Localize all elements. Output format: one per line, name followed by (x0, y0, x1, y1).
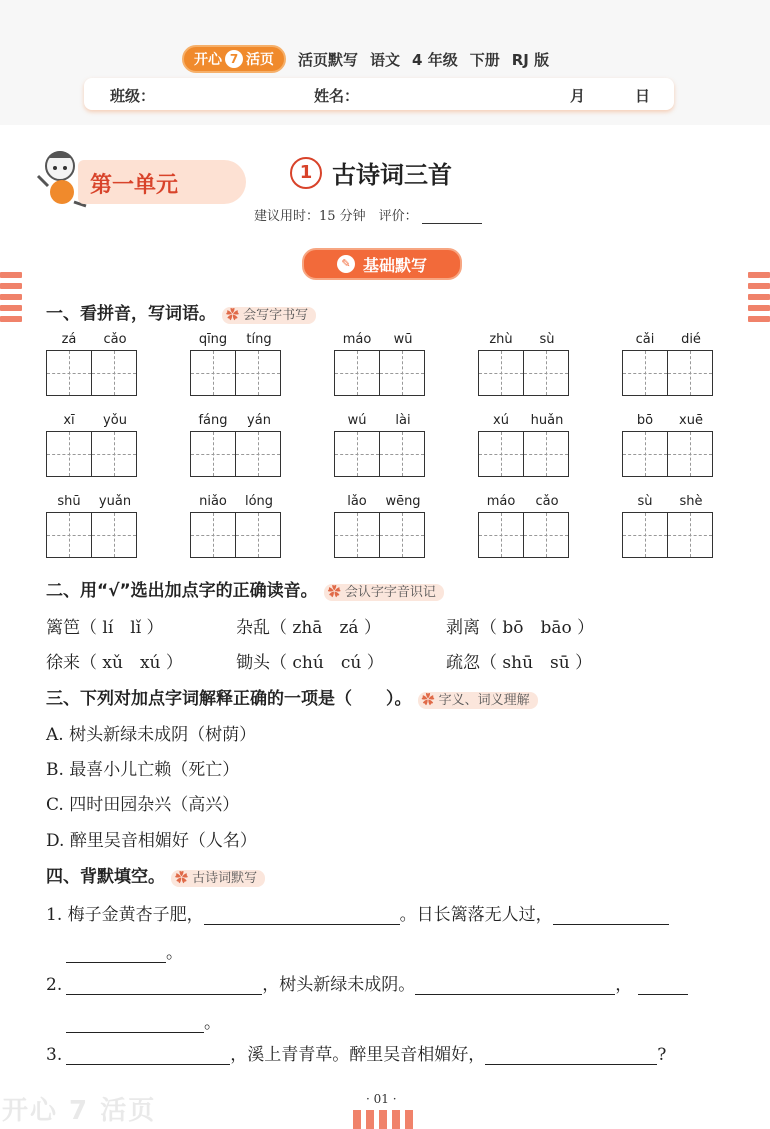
pinyin-label (478, 332, 570, 350)
lesson-title-row (290, 155, 452, 190)
pinyin-label (334, 332, 426, 350)
pinyin-word (46, 494, 138, 558)
writing-box[interactable] (478, 350, 524, 396)
pinyin-word (622, 494, 714, 558)
writing-box[interactable] (478, 512, 524, 558)
writing-box[interactable] (235, 431, 281, 477)
pinyin-syllable: yǒu (103, 413, 127, 428)
class-label: 班级： (110, 87, 156, 105)
writing-box[interactable] (334, 350, 380, 396)
pinyin-syllable: dié (681, 332, 701, 347)
pencil-icon: ✎ (337, 255, 355, 273)
fill-blank[interactable] (415, 976, 615, 995)
question-4-title (46, 862, 265, 887)
unit-badge (30, 150, 220, 208)
reading-item[interactable]: 剥离（ bō bāo ） (446, 618, 595, 638)
fill-text: 。 (204, 1013, 221, 1033)
writing-boxes (190, 350, 282, 396)
writing-boxes (478, 512, 570, 558)
pinyin-syllable: shū (57, 494, 81, 509)
pinyin-syllable: cǎi (635, 332, 655, 347)
pinyin-word (46, 332, 138, 396)
writing-boxes (190, 431, 282, 477)
writing-boxes (622, 512, 714, 558)
pinyin-label (622, 494, 714, 512)
writing-box[interactable] (235, 512, 281, 558)
pinyin-word (190, 494, 282, 558)
writing-box[interactable] (667, 350, 713, 396)
section-tag-label: 基础默写 (362, 255, 427, 275)
fill-line-2b (66, 1008, 221, 1033)
writing-box[interactable] (46, 512, 92, 558)
question-1-hint: ✿ 会写字书写 (222, 307, 316, 324)
question-1-text: 一、看拼音，写词语。 (46, 304, 216, 324)
pinyin-syllable: wú (347, 413, 367, 428)
fill-text: ，树头新绿未成阴。 (262, 975, 416, 995)
reading-item[interactable]: 徐来（ xǔ xú ） (46, 653, 183, 673)
right-edge-bars (748, 272, 770, 327)
writing-box[interactable] (523, 431, 569, 477)
pinyin-syllable: yán (247, 413, 271, 428)
pinyin-word (478, 494, 570, 558)
writing-box[interactable] (190, 512, 236, 558)
lesson-title: 古诗词三首 (332, 161, 452, 189)
writing-box[interactable] (622, 431, 668, 477)
pinyin-word (622, 332, 714, 396)
pinyin-syllable: niǎo (199, 494, 227, 509)
fill-blank[interactable] (638, 976, 688, 995)
lesson-number: 1 (290, 157, 322, 189)
writing-boxes (622, 350, 714, 396)
pinyin-word (334, 332, 426, 396)
fill-blank[interactable] (66, 1014, 204, 1033)
pinyin-label (46, 494, 138, 512)
fill-text: 。 (166, 943, 183, 963)
pinyin-word (478, 332, 570, 396)
fill-text: ? (657, 1045, 667, 1065)
fill-text: ， (615, 975, 633, 995)
fill-line-3 (46, 1040, 666, 1065)
writing-box[interactable] (379, 512, 425, 558)
question-3-hint: ✿ 字义、词义理解 (418, 692, 538, 709)
pinyin-label (622, 413, 714, 431)
pinyin-word (622, 413, 714, 477)
question-2-hint: ✿ 会认字字音识记 (324, 584, 444, 601)
pinyin-syllable: xī (63, 413, 75, 428)
brand-logo (182, 45, 286, 73)
pinyin-syllable: wū (393, 332, 413, 347)
writing-box[interactable] (91, 512, 137, 558)
pinyin-syllable: lài (395, 413, 411, 428)
logo-right: 活页 (246, 52, 274, 68)
header-item-series: 活页默写 (298, 50, 359, 69)
question-4-text: 四、背默填空。 (46, 867, 165, 887)
question-3-title (46, 684, 538, 709)
pinyin-syllable: bō (636, 413, 654, 428)
writing-box[interactable] (379, 350, 425, 396)
name-label: 姓名： (314, 87, 360, 105)
pinyin-syllable: máo (342, 332, 372, 347)
fill-text: ，溪上青青草。醉里吴音相媚好， (230, 1045, 486, 1065)
writing-box[interactable] (91, 431, 137, 477)
writing-box[interactable] (523, 350, 569, 396)
pinyin-syllable: wēng (385, 494, 421, 509)
fill-line-2 (46, 970, 688, 995)
pinyin-word (190, 413, 282, 477)
fill-blank[interactable] (66, 1046, 230, 1065)
pinyin-label (190, 494, 282, 512)
writing-boxes (334, 350, 426, 396)
month-label: 月 (570, 87, 586, 105)
writing-box[interactable] (478, 431, 524, 477)
header-item-grade: 4 年级 (412, 50, 458, 69)
pinyin-syllable: cǎo (535, 494, 559, 509)
writing-box[interactable] (91, 350, 137, 396)
fill-text: 2. (46, 975, 63, 995)
header-item-edition: RJ 版 (511, 50, 550, 69)
fill-line-1 (46, 900, 669, 925)
fill-blank[interactable] (204, 906, 400, 925)
header-item-subject: 语文 (370, 50, 401, 69)
pinyin-syllable: tíng (246, 332, 272, 347)
logo-left: 开心 (194, 52, 222, 68)
writing-boxes (334, 512, 426, 558)
writing-boxes (46, 431, 138, 477)
student-info-bar (84, 78, 674, 110)
reading-item[interactable]: 疏忽（ shū sū ） (446, 653, 593, 673)
pinyin-syllable: fáng (198, 413, 228, 428)
pinyin-syllable: sù (637, 494, 653, 509)
evaluation-field[interactable] (422, 207, 482, 224)
logo-number: 7 (225, 50, 243, 68)
reading-item[interactable]: 杂乱（ zhā zá ） (236, 618, 381, 638)
fill-line-1b (66, 938, 183, 963)
writing-boxes (190, 512, 282, 558)
pinyin-label (334, 413, 426, 431)
pinyin-syllable: lóng (244, 494, 274, 509)
writing-box[interactable] (622, 512, 668, 558)
pinyin-syllable: shè (679, 494, 703, 509)
fill-blank[interactable] (553, 906, 669, 925)
reading-item[interactable]: 锄头（ chú cú ） (236, 653, 384, 673)
pinyin-label (46, 332, 138, 350)
writing-boxes (478, 431, 570, 477)
page-number: · 01 · (366, 1092, 397, 1106)
pinyin-label (190, 332, 282, 350)
option-a[interactable]: A. 树头新绿未成阴（树荫） (46, 725, 257, 745)
pinyin-syllable: cǎo (103, 332, 127, 347)
writing-boxes (334, 431, 426, 477)
writing-box[interactable] (379, 431, 425, 477)
writing-box[interactable] (667, 512, 713, 558)
reading-item[interactable]: 篱笆（ lí lǐ ） (46, 618, 164, 638)
pinyin-label (478, 494, 570, 512)
writing-box[interactable] (46, 431, 92, 477)
pinyin-label (190, 413, 282, 431)
fill-text: 3. (46, 1045, 63, 1065)
writing-box[interactable] (190, 350, 236, 396)
writing-box[interactable] (667, 431, 713, 477)
writing-boxes (478, 350, 570, 396)
writing-box[interactable] (334, 431, 380, 477)
fill-text: 1. 梅子金黄杏子肥， (46, 905, 204, 925)
question-3-text: 三、下列对加点字词解释正确的一项是（ ）。 (46, 689, 412, 709)
pinyin-label (478, 413, 570, 431)
writing-boxes (46, 512, 138, 558)
writing-box[interactable] (46, 350, 92, 396)
pinyin-word (478, 413, 570, 477)
fill-blank[interactable] (66, 944, 166, 963)
writing-box[interactable] (622, 350, 668, 396)
pinyin-syllable: qīng (198, 332, 228, 347)
pinyin-word (190, 332, 282, 396)
pinyin-word (334, 494, 426, 558)
suggested-time-text: 建议用时：15 分钟 评价： (254, 209, 418, 224)
fill-text: 。日长篱落无人过， (399, 905, 553, 925)
header-bar (182, 44, 549, 74)
unit-title: 第一单元 (90, 173, 179, 198)
writing-boxes (622, 431, 714, 477)
writing-box[interactable] (190, 431, 236, 477)
header-item-volume: 下册 (469, 50, 500, 69)
pinyin-syllable: sù (539, 332, 555, 347)
pinyin-syllable: xú (493, 413, 509, 428)
option-b[interactable]: B. 最喜小儿亡赖（死亡） (46, 760, 240, 780)
pinyin-syllable: lǎo (347, 494, 367, 509)
left-edge-bars (0, 272, 22, 327)
suggested-time-row (254, 205, 482, 224)
question-2-text: 二、用“√”选出加点字的正确读音。 (46, 581, 318, 601)
section-tag (302, 248, 462, 280)
pinyin-label (46, 413, 138, 431)
pinyin-syllable: yuǎn (98, 494, 132, 509)
writing-box[interactable] (523, 512, 569, 558)
pinyin-label (334, 494, 426, 512)
option-c[interactable]: C. 四时田园杂兴（高兴） (46, 795, 240, 815)
pinyin-syllable: zhù (489, 332, 513, 347)
question-1-title (46, 299, 316, 324)
pinyin-syllable: máo (486, 494, 516, 509)
watermark-logo: 开心 7 活页 (2, 1096, 157, 1126)
pinyin-syllable: xuē (679, 413, 703, 428)
writing-box[interactable] (334, 512, 380, 558)
pinyin-word (334, 413, 426, 477)
footer-bars (353, 1110, 413, 1129)
pinyin-syllable: huǎn (530, 413, 564, 428)
pinyin-word (46, 413, 138, 477)
pinyin-label (622, 332, 714, 350)
option-d[interactable]: D. 醉里吴音相媚好（人名） (46, 831, 257, 851)
writing-boxes (46, 350, 138, 396)
writing-box[interactable] (235, 350, 281, 396)
day-label: 日 (635, 87, 651, 105)
question-2-title (46, 576, 444, 601)
pinyin-syllable: zá (61, 332, 77, 347)
fill-blank[interactable] (485, 1046, 657, 1065)
question-4-hint: ✿ 古诗词默写 (171, 870, 265, 887)
fill-blank[interactable] (66, 976, 262, 995)
